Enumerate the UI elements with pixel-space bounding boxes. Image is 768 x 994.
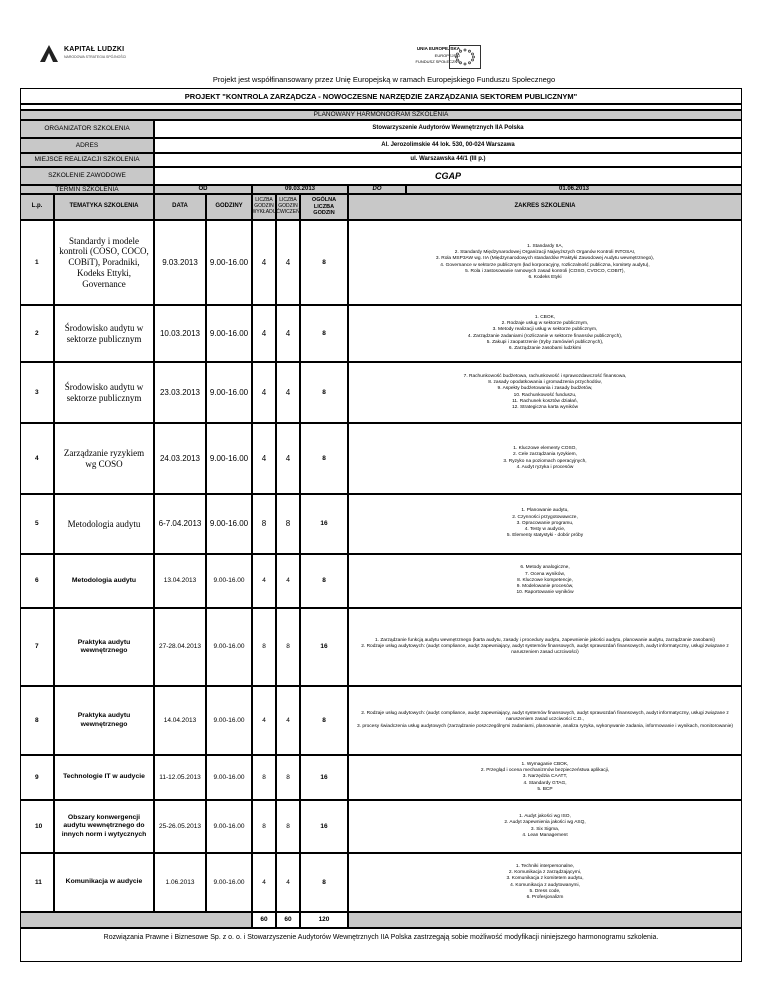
location-value: ul. Warszawska 44/1 (III p.) — [154, 153, 742, 167]
row-total: 8 — [300, 423, 348, 494]
row-lecture: 4 — [252, 305, 276, 362]
kapital-ludzki-logo — [38, 40, 138, 66]
col-topic: TEMATYKA SZKOLENIA — [54, 194, 154, 220]
row-lecture: 4 — [252, 853, 276, 912]
eu-logo-line3: FUNDUSZ SPOŁECZNY — [415, 59, 460, 64]
row-lp: 2 — [20, 305, 54, 362]
from-label: OD — [154, 185, 252, 194]
row-lecture: 4 — [252, 423, 276, 494]
row-hours: 9.00-16.00 — [206, 220, 252, 305]
cofinanced-note: Projekt jest współfinansowany przez Unię Europejską w ramach Europejskiego Funduszu Społecznego — [212, 75, 556, 84]
row-topic: Środowisko audytu w sektorze publicznym — [54, 362, 154, 423]
row-lecture: 4 — [252, 362, 276, 423]
row-hours: 9.00-16.00 — [206, 494, 252, 554]
row-lecture: 8 — [252, 608, 276, 686]
row-total: 16 — [300, 800, 348, 853]
row-lp: 10 — [20, 800, 54, 853]
from-value: 09.03.2013 — [252, 185, 348, 194]
row-exercise: 4 — [276, 423, 300, 494]
row-date: 1.06.2013 — [154, 853, 206, 912]
row-topic: Zarządzanie ryzykiem wg COSO — [54, 423, 154, 494]
row-exercise: 4 — [276, 362, 300, 423]
col-hours: GODZINY — [206, 194, 252, 220]
row-scope: 1. Techniki interpersonalne, 2. Komunikacja z zarządzającymi, 3. Komunikacja z komitetem audytu, 4. Komunikacja z audytowanymi, 5. Dress code, 6. Profesjonalizm — [348, 853, 742, 912]
row-lecture: 4 — [252, 686, 276, 755]
row-lecture: 4 — [252, 554, 276, 608]
row-scope: 1. Planowanie audytu, 2. Czynności przygotowawcze, 3. Opracowanie programu, 4. Testy w audycie, 5. Elementy statystyki - dobór próby — [348, 494, 742, 554]
row-scope: 6. Metody analogiczne, 7. Ocena wyników, 8. Kluczowe kompetencje, 9. Modelowanie procesów, 10. Raportowanie wyników — [348, 554, 742, 608]
row-total: 16 — [300, 494, 348, 554]
row-exercise: 4 — [276, 686, 300, 755]
col-scope: ZAKRES SZKOLENIA — [348, 194, 742, 220]
row-total: 8 — [300, 362, 348, 423]
row-exercise: 4 — [276, 220, 300, 305]
row-date: 25-26.05.2013 — [154, 800, 206, 853]
row-lp: 11 — [20, 853, 54, 912]
row-scope: 7. Rachunkowość budżetowa, rachunkowość i sprawozdawczość finansowa, 8. zasady opodatkowania i gromadzenia przychodów, 9. Aspekty budżetowania i zasady budżetów, 10. Rachunkowość funduszu, 11. Rachunek kosztów działań, 12. Strategiczna karta wyników — [348, 362, 742, 423]
row-scope: 2. Rodzaje usług audytowych: (audyt compliance, audyt zapewniający, audyt systemów finansowych, audyt sprawozdań finansowych, audyt informatyczny, usługi związane z naruszeniem zasad uczciwości C.D., 3. procesy świadczenia usług audytowych (zarządzanie poszczególnymi zadaniami, planowanie, analiza ryzyka, wykonywanie zadania, informowanie i wynikach, monitorowanie) — [348, 686, 742, 755]
row-lp: 9 — [20, 755, 54, 800]
totals-total: 120 — [300, 912, 348, 928]
row-exercise: 8 — [276, 800, 300, 853]
kapital-ludzki-emblem-icon — [38, 42, 60, 64]
row-topic: Metodologia audytu — [54, 554, 154, 608]
row-date: 13.04.2013 — [154, 554, 206, 608]
location-label: MIEJSCE REALIZACJI SZKOLENIA — [20, 153, 154, 167]
row-topic: Technologie IT w audycie — [54, 755, 154, 800]
totals-exercise: 60 — [276, 912, 300, 928]
row-lp: 5 — [20, 494, 54, 554]
plan-title: PLANOWANY HARMONOGRAM SZKOLENIA — [20, 110, 742, 120]
row-topic: Komunikacja w audycie — [54, 853, 154, 912]
row-topic: Metodologia audytu — [54, 494, 154, 554]
row-date: 23.03.2013 — [154, 362, 206, 423]
row-scope: 1. CBOK, 2. Rodzaje usług w sektorze publicznym, 3. Metody realizacji usług w sektorze publicznym, 4. Zarządzanie zadaniami (rozliczanie w sektorze finansów publicznych), 5. Zakupi i zaopatrzenie (tryby zamówień publicznych), 6. Zarządzanie zasobami ludzkimi — [348, 305, 742, 362]
row-topic: Praktyka audytu wewnętrznego — [54, 686, 154, 755]
logo-left-subtitle: NARODOWA STRATEGIA SPÓJNOŚCI — [64, 55, 127, 59]
row-date: 6-7.04.2013 — [154, 494, 206, 554]
row-date: 11-12.05.2013 — [154, 755, 206, 800]
row-total: 8 — [300, 220, 348, 305]
row-hours: 9.00-16.00 — [206, 608, 252, 686]
totals-blank — [20, 912, 252, 928]
row-exercise: 8 — [276, 755, 300, 800]
row-total: 8 — [300, 853, 348, 912]
row-date: 14.04.2013 — [154, 686, 206, 755]
row-exercise: 4 — [276, 554, 300, 608]
row-lecture: 8 — [252, 755, 276, 800]
row-lecture: 4 — [252, 220, 276, 305]
row-exercise: 4 — [276, 853, 300, 912]
term-label: TERMIN SZKOLENIA — [20, 185, 154, 194]
row-scope: 1. Audyt jakości wg ISO, 2. Audyt zapewnienia jakości wg ASQ, 3. Six Sigma, 4. Lean Management — [348, 800, 742, 853]
training-value: CGAP — [154, 167, 742, 185]
row-topic: Praktyka audytu wewnętrznego — [54, 608, 154, 686]
training-label: SZKOLENIE ZAWODOWE — [20, 167, 154, 185]
row-total: 8 — [300, 686, 348, 755]
row-topic: Standardy i modele kontroli (COSO, COCO, COBiT), Poradniki, Kodeks Ettyki, Governance — [54, 220, 154, 305]
col-exercise: LICZBA GODZIN ĆWICZEŃ — [276, 194, 300, 220]
row-lp: 4 — [20, 423, 54, 494]
row-hours: 9.00-16.00 — [206, 853, 252, 912]
col-lp: L.p. — [20, 194, 54, 220]
row-scope: 1. Wymaganie CBOK, 2. Przegląd i ocena mechanizmów bezpieczeństwa aplikacji, 3. Narzędzia CAATT, 4. Standardy GTAG, 5. BCP — [348, 755, 742, 800]
row-hours: 9.00-16.00 — [206, 305, 252, 362]
row-lecture: 8 — [252, 494, 276, 554]
row-hours: 9.00-16.00 — [206, 423, 252, 494]
eu-logo-line2: EUROPEJSKI — [434, 53, 460, 58]
col-total: OGÓLNA LICZBA GODZIN — [300, 194, 348, 220]
row-exercise: 8 — [276, 608, 300, 686]
row-lecture: 8 — [252, 800, 276, 853]
col-lecture: LICZBA GODZIN WYKŁADU — [252, 194, 276, 220]
row-hours: 9.00-16.00 — [206, 686, 252, 755]
totals-scope-blank — [348, 912, 742, 928]
organizer-label: ORGANIZATOR SZKOLENIA — [20, 120, 154, 138]
row-lp: 6 — [20, 554, 54, 608]
row-lp: 3 — [20, 362, 54, 423]
row-total: 8 — [300, 554, 348, 608]
to-value: 01.06.2013 — [406, 185, 742, 194]
eu-flag-icon — [449, 45, 481, 69]
row-date: 9.03.2013 — [154, 220, 206, 305]
row-date: 24.03.2013 — [154, 423, 206, 494]
row-total: 16 — [300, 608, 348, 686]
row-topic: Środowisko audytu w sektorze publicznym — [54, 305, 154, 362]
eu-logo-line1: UNIA EUROPEJSKA — [416, 46, 460, 51]
row-lp: 7 — [20, 608, 54, 686]
row-total: 16 — [300, 755, 348, 800]
totals-lecture: 60 — [252, 912, 276, 928]
address-value: Al. Jerozolimskie 44 lok. 530, 00-024 Warszawa — [154, 138, 742, 153]
row-total: 8 — [300, 305, 348, 362]
project-title: PROJEKT "KONTROLA ZARZĄDCZA - NOWOCZESNE NARZĘDZIE ZARZĄDZANIA SEKTOREM PUBLICZNYM" — [20, 88, 742, 104]
row-scope: 1. Kluczowe elementy COSO, 2. Cele zarządzania ryzykiem, 3. Ryzyko na poziomach operacyjnych, 4. Audyt ryzyka i procesów — [348, 423, 742, 494]
row-exercise: 8 — [276, 494, 300, 554]
footer-note: Rozwiązania Prawne i Biznesowe Sp. z o. o. i Stowarzyszenie Audytorów Wewnętrznych IIA Polska zastrzegają sobie możliwość modyfikacji niniejszego harmonogramu szkolenia. — [20, 928, 742, 962]
row-topic: Obszary konwergencji audytu wewnętrznego do innych norm i wytycznych — [54, 800, 154, 853]
row-hours: 9.00-16.00 — [206, 800, 252, 853]
logo-left-title: KAPITAŁ LUDZKI — [64, 46, 125, 53]
row-scope: 1. Zarządzanie funkcją audytu wewnętrznego (karta audytu, zasady i procedury audytu, zapewnienie jakości audytu, planowanie audytu, zarządzanie zasobami) 2. Rodzaje usług audytowych: (audyt compliance, audyt zapewniający, audyt systemów finansowych, audyt sprawozdań finansowych, audyt informatyczny, usługi związane z naruszeniem zasad uczciwości) — [348, 608, 742, 686]
row-scope: 1. Standardy IIA, 2. Standardy Międzynarodowej Organizacji Najwyższych Organów Kontroli INTOSAI, 3. Rola MSP3AW wg. IIA (Międzynarodowych standardów Praktyki Zawodowej Audytu wewnętrznego), 4. Governance w sektorze publicznym (ład korporacyjny, rozliczalność publiczna, komitety audytu), 5. Rola i zastosowanie ramowych zasad kontroli (COSO, CVOCO, COBIT), 6. Kodeks Etyki — [348, 220, 742, 305]
row-exercise: 4 — [276, 305, 300, 362]
row-hours: 9.00-16.00 — [206, 755, 252, 800]
organizer-value: Stowarzyszenie Audytorów Wewnętrznych IIA Polska — [154, 120, 742, 138]
to-label: DO — [348, 185, 406, 194]
row-hours: 9.00-16.00 — [206, 362, 252, 423]
row-date: 10.03.2013 — [154, 305, 206, 362]
row-lp: 8 — [20, 686, 54, 755]
row-hours: 9.00-16.00 — [206, 554, 252, 608]
col-date: DATA — [154, 194, 206, 220]
address-label: ADRES — [20, 138, 154, 153]
row-date: 27-28.04.2013 — [154, 608, 206, 686]
row-lp: 1 — [20, 220, 54, 305]
